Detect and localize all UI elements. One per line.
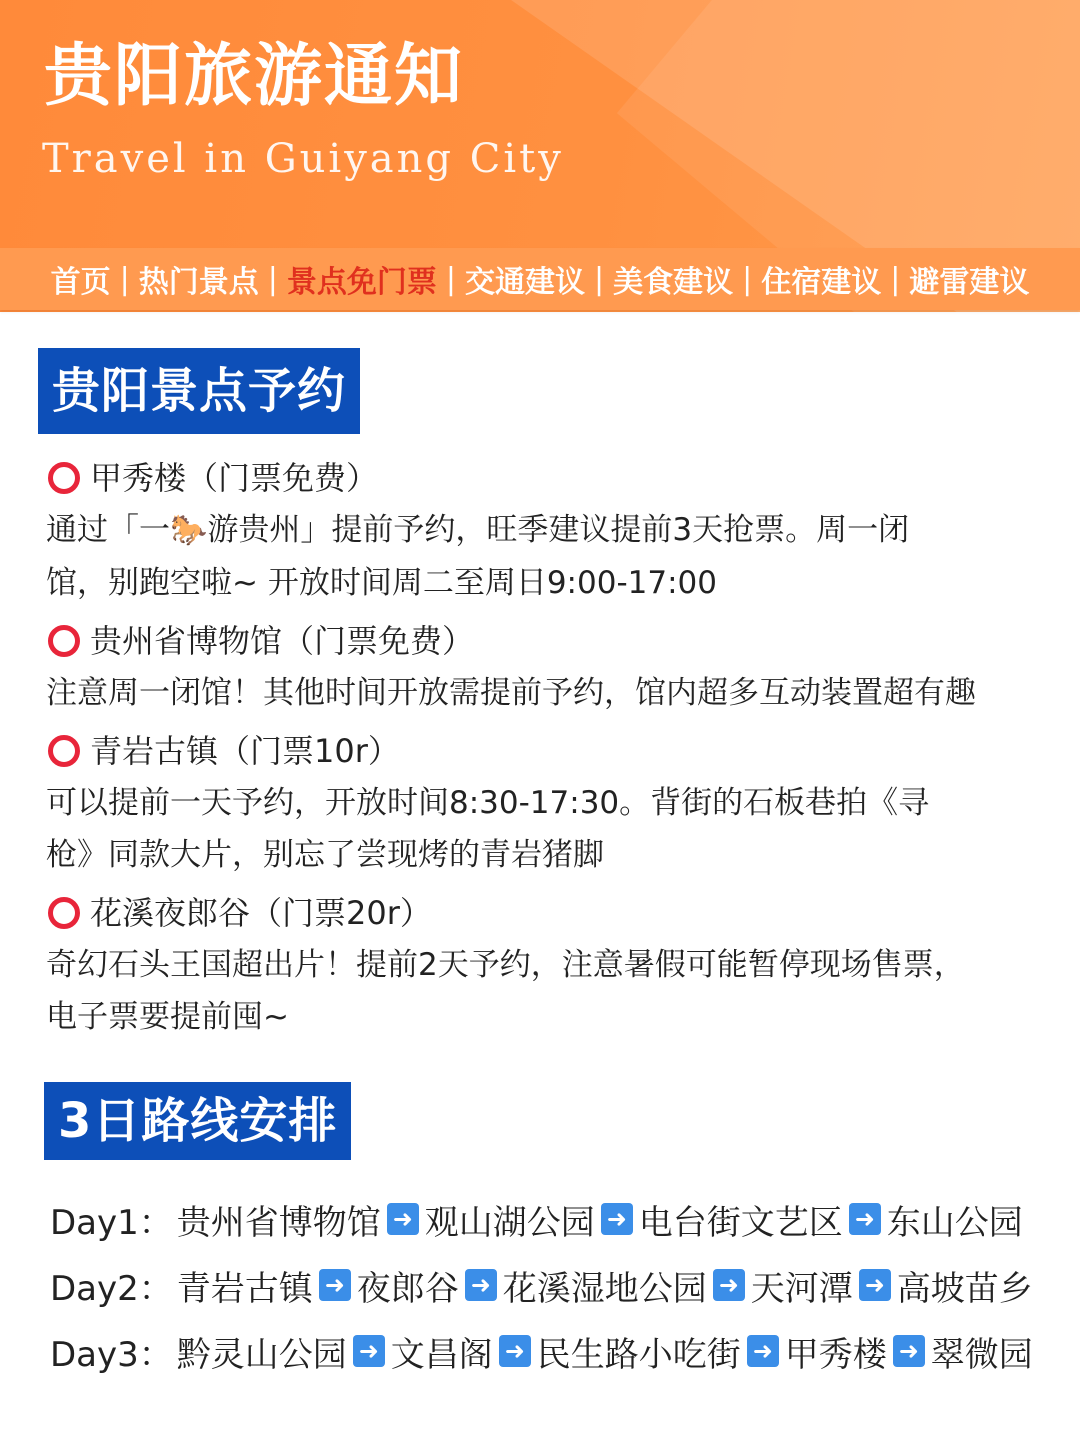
route-row <box>50 1252 1070 1318</box>
attraction-title-text: 青岩古镇（门票10r） <box>90 732 400 770</box>
route-stop: 甲秀楼 <box>784 1334 887 1375</box>
right-arrow-icon: ➜ <box>499 1335 531 1367</box>
nav-item[interactable]: 住宿建议 <box>761 265 882 300</box>
circle-icon <box>48 735 80 767</box>
attraction-desc-text: 游贵州」提前予约，旺季建议提前3天抢票。周一闭 馆，别跑空啦~ 开放时间周二至周日9:00-17:00 <box>46 512 910 601</box>
attraction-title-text: 花溪夜郎谷（门票20r） <box>90 894 432 932</box>
nav-item[interactable]: 交通建议 <box>465 265 585 300</box>
attraction-title <box>46 452 1066 504</box>
section-heading-itinerary: 3日路线安排 <box>44 1082 351 1160</box>
nav-separator: | <box>742 261 753 297</box>
route-stop: 夜郎谷 <box>356 1268 459 1309</box>
nav-item[interactable]: 景点免门票 <box>286 265 437 300</box>
route-stop: 贵州省博物馆 <box>176 1202 381 1243</box>
list-item <box>46 887 1066 1043</box>
right-arrow-icon: ➜ <box>353 1335 385 1367</box>
attraction-desc: 注意周一闭馆！其他时间开放需提前予约，馆内超多互动装置超有趣 <box>46 675 976 711</box>
right-arrow-icon: ➜ <box>713 1269 745 1301</box>
attraction-title <box>46 887 1066 939</box>
attraction-title-text: 甲秀楼（门票免费） <box>90 459 379 497</box>
route-stop: 高坡苗乡 <box>896 1268 1033 1309</box>
circle-icon <box>48 897 80 929</box>
list-item <box>46 452 1066 609</box>
attraction-desc: 可以提前一天予约，开放时间8:30-17:30。背街的石板巷拍《寻 枪》同款大片，别忘了尝现烤的青岩猪脚 <box>46 785 930 873</box>
right-arrow-icon: ➜ <box>849 1203 881 1235</box>
route-day-label: Day2： <box>50 1268 173 1309</box>
section-heading-reservation: 贵阳景点予约 <box>38 348 360 434</box>
nav-item[interactable]: 美食建议 <box>613 265 734 300</box>
attraction-title <box>46 615 1066 667</box>
page-title: 贵阳旅游通知 <box>44 37 465 116</box>
list-item <box>46 615 1066 719</box>
nav-item[interactable]: 首页 <box>50 265 111 300</box>
nav-separator: | <box>445 261 456 297</box>
circle-icon <box>48 625 80 657</box>
route-day-label: Day1： <box>50 1202 173 1243</box>
nav-separator: | <box>267 261 278 297</box>
nav-separator: | <box>594 261 605 297</box>
attractions-list <box>46 452 1066 1049</box>
right-arrow-icon: ➜ <box>387 1203 419 1235</box>
right-arrow-icon: ➜ <box>747 1335 779 1367</box>
route-stop: 翠微园 <box>930 1334 1033 1375</box>
right-arrow-icon: ➜ <box>465 1269 497 1301</box>
route-stop: 民生路小吃街 <box>536 1334 741 1375</box>
route-stop: 东山公园 <box>886 1202 1023 1243</box>
attraction-desc-prefix: 通过「一 <box>46 512 170 548</box>
route-stop: 观山湖公园 <box>424 1202 595 1243</box>
top-nav <box>0 248 1080 310</box>
attraction-title-text: 贵州省博物馆（门票免费） <box>90 622 475 660</box>
nav-separator: | <box>890 261 901 297</box>
route-stop: 文昌阁 <box>390 1334 493 1375</box>
route-stop: 电台街文艺区 <box>638 1202 843 1243</box>
right-arrow-icon: ➜ <box>893 1335 925 1367</box>
route-stop: 黔灵山公园 <box>176 1334 347 1375</box>
route-day-label: Day3： <box>50 1334 173 1375</box>
list-item <box>46 725 1066 881</box>
right-arrow-icon: ➜ <box>859 1269 891 1301</box>
route-stop: 青岩古镇 <box>176 1268 313 1309</box>
nav-separator: | <box>119 261 130 297</box>
route-row <box>50 1318 1070 1384</box>
nav-item[interactable]: 避雷建议 <box>909 265 1030 300</box>
attraction-title <box>46 725 1066 777</box>
route-stop: 花溪湿地公园 <box>502 1268 707 1309</box>
route-row <box>50 1186 1070 1252</box>
horse-icon: 🐎 <box>170 513 208 548</box>
page-subtitle: Travel in Guiyang City <box>42 136 564 182</box>
circle-icon <box>48 462 80 494</box>
route-stop: 天河潭 <box>750 1268 853 1309</box>
right-arrow-icon: ➜ <box>319 1269 351 1301</box>
right-arrow-icon: ➜ <box>601 1203 633 1235</box>
attraction-desc <box>46 504 1066 609</box>
routes-list <box>50 1186 1070 1384</box>
nav-item[interactable]: 热门景点 <box>138 265 259 300</box>
attraction-desc: 奇幻石头王国超出片！提前2天予约，注意暑假可能暂停现场售票， 电子票要提前囤~ <box>46 947 965 1035</box>
